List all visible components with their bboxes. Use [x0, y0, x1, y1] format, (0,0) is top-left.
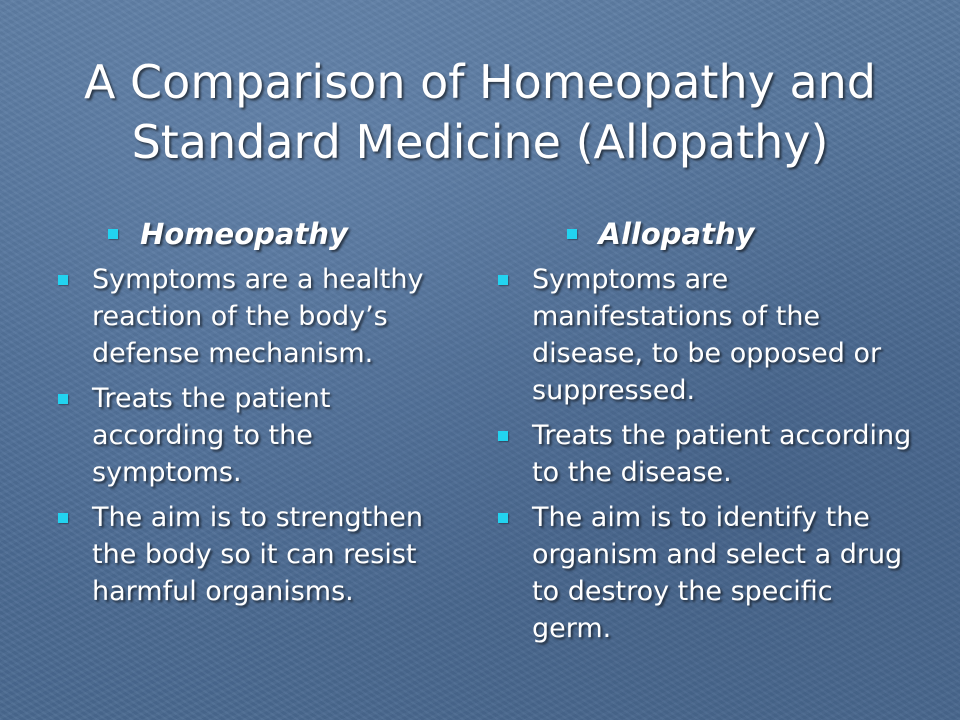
homeopathy-bullet-item	[58, 380, 458, 491]
square-bullet-icon	[58, 513, 68, 523]
allopathy-heading	[498, 215, 918, 253]
homeopathy-bullet-item	[58, 261, 458, 372]
allopathy-bullet-item	[498, 261, 918, 409]
bullet-text: Symptoms are a healthy reaction of the body’s defense mechanism.	[92, 264, 424, 369]
bullet-text: Symptoms are manifestations of the disease, to be opposed or suppressed.	[532, 264, 882, 406]
bullet-text: The aim is to strengthen the body so it can resist harmful organisms.	[92, 502, 424, 607]
homeopathy-column	[58, 215, 458, 618]
bullet-text: Treats the patient according to the disease.	[532, 420, 912, 488]
allopathy-bullet-item	[498, 499, 918, 647]
allopathy-column	[498, 215, 918, 655]
homeopathy-heading	[58, 215, 458, 253]
square-bullet-icon	[498, 275, 508, 285]
square-bullet-icon	[567, 229, 577, 239]
slide-title-line-2: Standard Medicine (Allopathy)	[131, 115, 829, 169]
homeopathy-bullet-item	[58, 499, 458, 610]
slide-title	[40, 52, 920, 172]
slide-title-line-1: A Comparison of Homeopathy and	[83, 55, 877, 109]
square-bullet-icon	[58, 394, 68, 404]
square-bullet-icon	[58, 275, 68, 285]
square-bullet-icon	[498, 431, 508, 441]
bullet-text: Treats the patient according to the symptoms.	[92, 383, 331, 488]
square-bullet-icon	[498, 513, 508, 523]
square-bullet-icon	[108, 229, 118, 239]
bullet-text: The aim is to identify the organism and select a drug to destroy the specific germ.	[532, 502, 903, 644]
allopathy-heading-label: Allopathy	[598, 217, 755, 251]
homeopathy-heading-label: Homeopathy	[140, 217, 348, 251]
allopathy-bullet-item	[498, 417, 918, 491]
